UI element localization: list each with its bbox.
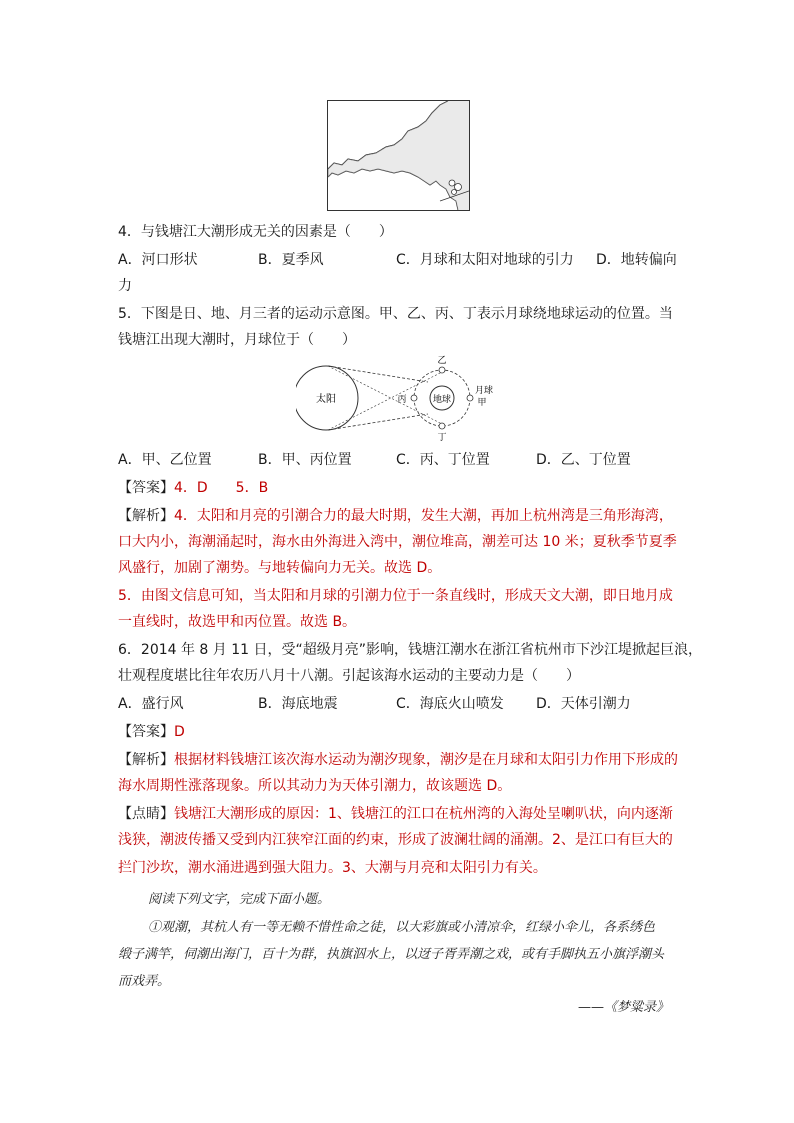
q5-option-b: B．甲、丙位置 — [258, 452, 352, 468]
answer-4-5 — [118, 478, 268, 498]
analysis-4-5-line5: 一直线时，故选甲和丙位置。故选 B。 — [118, 614, 357, 630]
answer-6 — [118, 722, 185, 742]
passage-line1: ①观潮，其杭人有一等无赖不惜性命之徒，以大彩旗或小清凉伞，红绿小伞儿，各系绣色 — [148, 920, 656, 935]
analysis-text: 根据材料钱塘江该次海水运动为潮汐现象，潮汐是在月球和太阳引力作用下形成的 — [174, 752, 678, 768]
q5-option-a: A．甲、乙位置 — [118, 452, 212, 468]
q5-option-c: C．丙、丁位置 — [396, 452, 490, 468]
analysis-6-line1 — [118, 750, 678, 770]
bing-label: 丙 — [397, 395, 407, 405]
hangzhou-bay-map — [327, 100, 470, 211]
q5-stem-line1: 5．下图是日、地、月三者的运动示意图。甲、乙、丙、丁表示月球绕地球运动的位置。当 — [118, 306, 673, 322]
dianjing-line3: 拦门沙坎，潮水涌进遇到强大阻力。3、大潮与月亮和太阳引力有关。 — [118, 860, 547, 876]
dianjing-tag: 【点睛】 — [118, 806, 174, 822]
sun-label: 太阳 — [316, 394, 336, 405]
analysis-tag: 【解析】 — [118, 752, 174, 768]
answer-text: 4．D 5．B — [174, 480, 269, 496]
hangzhou-bay-map-drawing — [328, 101, 469, 210]
orbit-diagram-svg — [296, 352, 506, 442]
jia-label: 甲 — [477, 398, 487, 408]
moon-label: 月球 — [474, 386, 494, 396]
q6-stem-line2: 壮观程度堪比往年农历八月十八潮。引起该海水运动的主要动力是（ ） — [118, 668, 580, 684]
q4-stem: 4．与钱塘江大潮形成无关的因素是（ ） — [118, 224, 393, 240]
analysis-tag: 【解析】 — [118, 508, 174, 524]
ding-label: 丁 — [437, 433, 447, 442]
q4-option-b: B．夏季风 — [258, 252, 324, 268]
sun-earth-moon-diagram — [296, 352, 506, 442]
q5-option-d: D．乙、丁位置 — [536, 452, 631, 468]
analysis-6-line2: 海水周期性涨落现象。所以其动力为天体引潮力，故该题选 D。 — [118, 778, 512, 794]
q6-option-b: B．海底地震 — [258, 696, 338, 712]
passage-line2: 缎子满竿，伺潮出海门，百十为群，执旗泅水上，以迓子胥弄潮之戏，或有手脚执五小旗浮潮头 — [118, 947, 665, 962]
q4-option-a: A．河口形状 — [118, 252, 198, 268]
q4-option-d-wrap: 力 — [118, 278, 132, 294]
dianjing-line2: 浅狭，潮波传播又受到内江狭窄江面的约束，形成了波澜壮阔的涌潮。2、是江口有巨大的 — [118, 832, 673, 848]
q6-option-c: C．海底火山喷发 — [396, 696, 504, 712]
analysis-4-5-line3: 风盛行，加剧了潮势。与地转偏向力无关。故选 D。 — [118, 560, 442, 576]
moon-position-yi — [439, 367, 445, 373]
analysis-4-5-line2: 口大内小，海潮涌起时，海水由外海进入湾中，潮位堆高，潮差可达 10 米；夏秋季节夏季 — [118, 534, 677, 550]
earth-label: 地球 — [432, 395, 452, 405]
yi-label: 乙 — [437, 356, 447, 366]
moon-position-ding — [439, 423, 445, 429]
q5-stem-line2: 钱塘江出现大潮时，月球位于（ ） — [118, 332, 356, 348]
answer-tag: 【答案】 — [118, 480, 174, 496]
q6-option-d: D．天体引潮力 — [536, 696, 631, 712]
dianjing-text: 钱塘江大潮形成的原因：1、钱塘江的江口在杭州湾的入海处呈喇叭状，向内逐渐 — [174, 806, 673, 822]
q4-option-c: C．月球和太阳对地球的引力 — [396, 252, 574, 268]
analysis-text: 4．太阳和月亮的引潮合力的最大时期，发生大潮，再加上杭州湾是三角形海湾， — [174, 508, 673, 524]
q6-stem-line1: 6．2014 年 8 月 11 日，受“超级月亮”影响，钱塘江潮水在浙江省杭州市下沙江堤掀起巨浪， — [118, 642, 703, 658]
dianjing-line1 — [118, 804, 673, 824]
answer-tag: 【答案】 — [118, 724, 174, 740]
passage-intro: 阅读下列文字，完成下面小题。 — [148, 892, 331, 907]
analysis-4-5-line1 — [118, 506, 673, 526]
passage-source: ——《梦粱录》 — [578, 1000, 670, 1015]
passage-line3: 而戏弄。 — [118, 974, 171, 989]
q6-option-a: A．盛行风 — [118, 696, 184, 712]
q4-option-d: D．地转偏向 — [596, 252, 677, 268]
moon-position-jia — [467, 395, 473, 401]
moon-position-bing — [411, 395, 417, 401]
answer-text: D — [174, 724, 185, 740]
analysis-4-5-line4: 5．由图文信息可知，当太阳和月球的引潮力位于一条直线时，形成天文大潮，即日地月成 — [118, 588, 673, 604]
